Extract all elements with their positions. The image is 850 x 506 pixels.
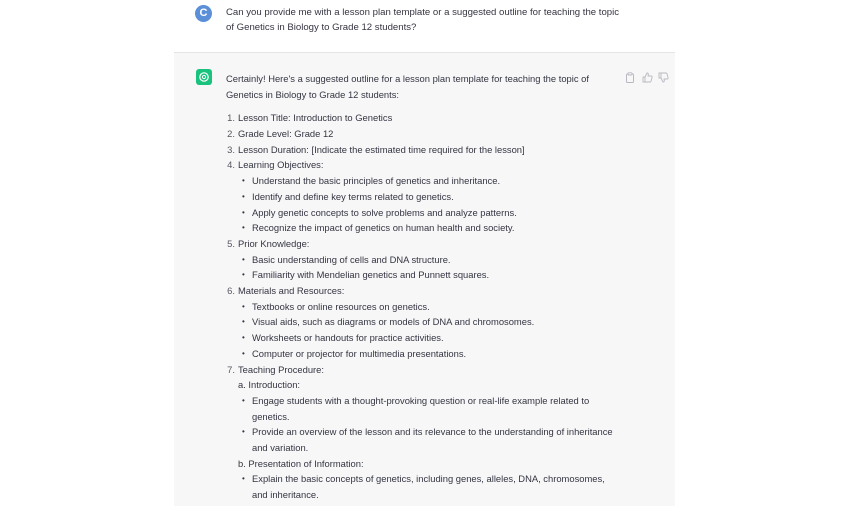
list-item: 6. Materials and Resources: [227, 285, 345, 297]
bullet-item: • Apply genetic concepts to solve problems and analyze patterns. [242, 206, 517, 218]
bullet-item: • Provide an overview of the lesson and its relevance to the understanding of inheritance and variation. [242, 426, 613, 454]
list-item: 4. Learning Objectives: [227, 159, 324, 171]
thumbs-down-icon[interactable] [658, 70, 669, 81]
bullet-item: • Understand the basic principles of genetics and inheritance. [242, 175, 501, 187]
section-label: a. Introduction: [238, 379, 301, 391]
bullet-item: • Recognize the impact of genetics on human health and society. [242, 222, 515, 234]
lesson-plan-list [226, 110, 618, 502]
list-item: 7. Teaching Procedure: [227, 363, 324, 375]
bullet-item: • Engage students with a thought-provoking question or real-life example related to genetics. [242, 394, 590, 422]
thumbs-up-icon[interactable] [642, 70, 653, 81]
list-item: 5. Prior Knowledge: [227, 237, 310, 249]
user-message-row [0, 0, 850, 52]
bullet-item: • Familiarity with Mendelian genetics and Punnett squares. [242, 269, 490, 281]
assistant-message-panel [174, 52, 675, 506]
list-item: 3. Lesson Duration: [Indicate the estimated time required for the lesson] [227, 143, 525, 155]
user-message-text: Can you provide me with a lesson plan template or a suggested outline for teaching the topic of Genetics in Biology to Grade 12 students? [226, 7, 620, 33]
bullet-item: • Explain the basic concepts of genetics, including genes, alleles, DNA, chromosomes, and inheritance. [242, 473, 605, 501]
section-label: b. Presentation of Information: [238, 457, 364, 469]
bullet-item: • Identify and define key terms related to genetics. [242, 190, 454, 202]
list-item: 2. Grade Level: Grade 12 [227, 128, 334, 140]
bullet-item: • Computer or projector for multimedia presentations. [242, 347, 467, 359]
bullet-item: • Worksheets or handouts for practice activities. [242, 332, 444, 344]
assistant-message-content [226, 71, 618, 503]
bullet-item: • Basic understanding of cells and DNA structure. [242, 253, 451, 265]
list-item: 1. Lesson Title: Introduction to Genetics [227, 112, 393, 124]
assistant-intro: Certainly! Here's a suggested outline for a lesson plan template for teaching the topic of Genetics in Biology to Grade 12 students: [226, 73, 589, 100]
bullet-item: • Textbooks or online resources on genetics. [242, 300, 430, 312]
bullet-item: • Visual aids, such as diagrams or models of DNA and chromosomes. [242, 316, 535, 328]
user-avatar-icon: C [195, 5, 212, 22]
clipboard-icon[interactable] [625, 70, 636, 81]
chatgpt-logo-icon [196, 69, 212, 85]
